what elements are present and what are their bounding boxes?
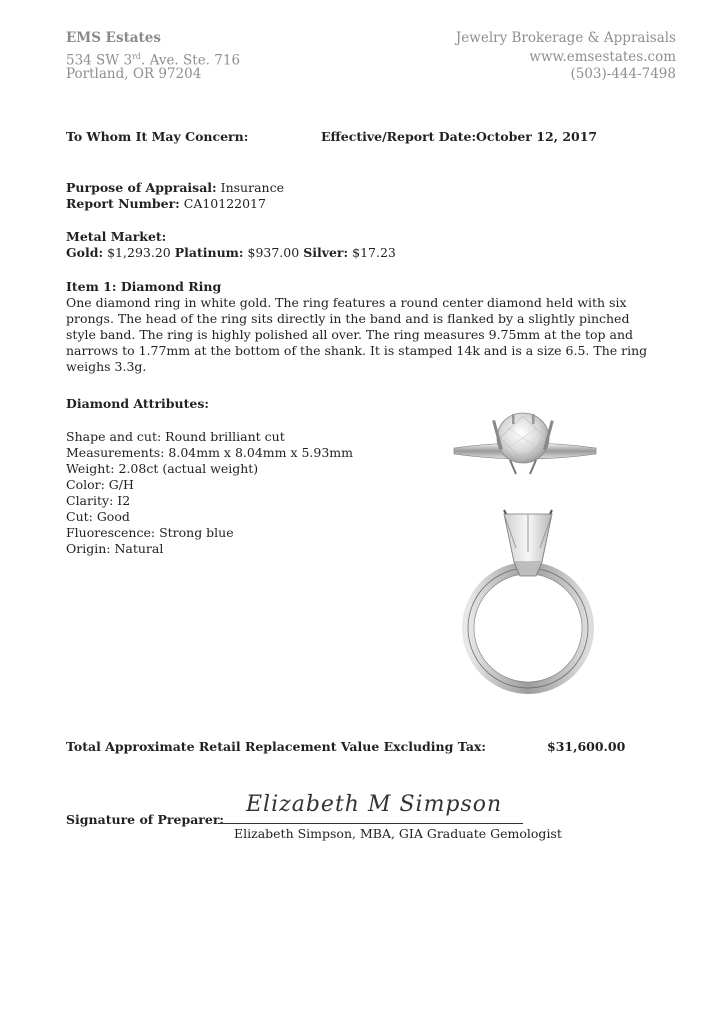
company-phone: (503)-444-7498 <box>570 66 676 82</box>
diamond-attribute: Fluorescence: Strong blue <box>66 525 234 540</box>
address-line-2: Portland, OR 97204 <box>66 66 202 82</box>
diamond-attribute: Clarity: I2 <box>66 493 131 508</box>
report-number-value: CA10122017 <box>183 196 266 211</box>
diamond-attribute: Color: G/H <box>66 477 134 492</box>
item-heading: Item 1: Diamond Ring <box>66 279 222 294</box>
company-name: EMS Estates <box>66 30 161 46</box>
report-date-label: Effective/Report Date: <box>321 129 477 144</box>
diamond-attributes-heading: Diamond Attributes: <box>66 396 209 411</box>
metal-market-prices <box>66 245 396 261</box>
platinum-label: Platinum: <box>174 245 244 260</box>
purpose-label: Purpose of Appraisal: <box>66 180 217 195</box>
purpose-value: Insurance <box>220 180 284 195</box>
diamond-attribute: Shape and cut: Round brilliant cut <box>66 429 285 444</box>
item-description-line: One diamond ring in white gold. The ring features a round center diamond held with six <box>66 295 627 310</box>
item-description-line: prongs. The head of the ring sits directly in the band and is flanked by a slightly pinched <box>66 311 630 326</box>
report-number-label: Report Number: <box>66 196 180 211</box>
salutation: To Whom It May Concern: <box>66 129 249 144</box>
diamond-attribute: Measurements: 8.04mm x 8.04mm x 5.93mm <box>66 445 354 460</box>
company-tagline: Jewelry Brokerage & Appraisals <box>455 30 676 46</box>
silver-value: $17.23 <box>352 245 396 260</box>
signature-line <box>218 823 523 824</box>
company-website: www.emsestates.com <box>529 49 676 65</box>
ring-front-view-image <box>458 508 598 708</box>
item-description-line: narrows to 1.77mm at the bottom of the shank. It is stamped 14k and is a size 6.5. The ring <box>66 343 648 358</box>
handwritten-signature: Elizabeth M Simpson <box>246 792 503 817</box>
metal-market-heading: Metal Market: <box>66 229 167 244</box>
item-description-line: weighs 3.3g. <box>66 359 147 374</box>
report-number-row <box>66 196 266 212</box>
diamond-attribute: Cut: Good <box>66 509 130 524</box>
total-value: $31,600.00 <box>547 739 626 754</box>
total-label: Total Approximate Retail Replacement Value Excluding Tax: <box>66 739 486 754</box>
report-date-value: October 12, 2017 <box>476 129 598 144</box>
silver-label: Silver: <box>303 245 349 260</box>
diamond-attribute: Origin: Natural <box>66 541 164 556</box>
address-line-1: 534 SW 3rd. Ave. Ste. 716 <box>66 52 241 69</box>
ring-side-view-image <box>450 408 600 488</box>
signature-label: Signature of Preparer: <box>66 812 225 827</box>
preparer-name: Elizabeth Simpson, MBA, GIA Graduate Gemologist <box>234 826 562 841</box>
gold-label: Gold: <box>66 245 104 260</box>
diamond-attribute: Weight: 2.08ct (actual weight) <box>66 461 259 476</box>
platinum-value: $937.00 <box>247 245 300 260</box>
gold-value: $1,293.20 <box>107 245 171 260</box>
item-description-line: style band. The ring is highly polished all over. The ring measures 9.75mm at the top and <box>66 327 634 342</box>
purpose-row <box>66 180 284 196</box>
